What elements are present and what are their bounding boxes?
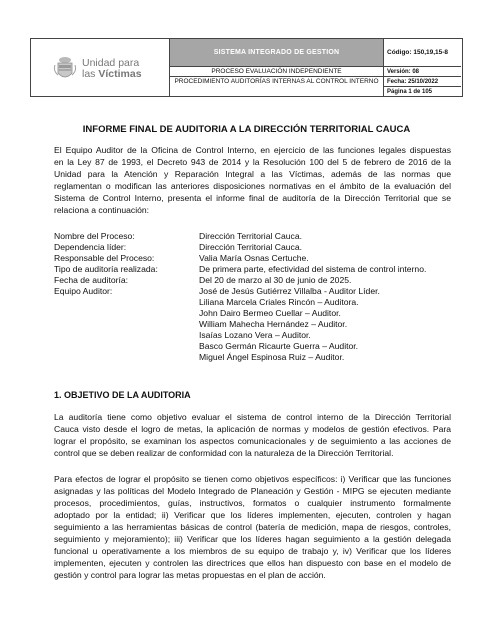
intro-line: relaciona a continuación: <box>54 205 150 215</box>
info-row <box>54 275 474 286</box>
info-value: Isaías Lozano Vera – Auditor. <box>199 330 311 340</box>
logo-line-2-bold: Víctimas <box>98 68 142 80</box>
info-value: John Dairo Bermeo Cuellar – Auditor. <box>199 308 341 318</box>
info-value: Miguel Ángel Espinosa Ruiz – Auditor. <box>199 352 345 362</box>
objective-paragraph <box>54 411 451 459</box>
logo-line-2-regular: las <box>82 68 99 80</box>
logo-line-1: Unidad para <box>82 57 140 69</box>
info-value: Del 20 de marzo al 30 de junio de 2025. <box>199 275 352 285</box>
specific-objectives-paragraph <box>54 473 451 581</box>
info-value: De primera parte, efectividad del sistema de control interno. <box>199 264 427 274</box>
info-value: Liliana Marcela Criales Rincón – Auditora. <box>199 297 359 307</box>
intro-line: reglamentan o modifican las anteriores disposiciones normativas en el ámbito de la evaluación del <box>54 181 451 191</box>
specific-line: asignadas y las políticas del Modelo Integrado de Planeación y Gestión - MIPG se ejecuten mediante <box>54 486 451 496</box>
info-label: Nombre del Proceso: <box>54 231 135 241</box>
info-row <box>54 341 474 352</box>
info-value: William Mahecha Hernández – Auditor. <box>199 319 348 329</box>
info-value: Dirección Territorial Cauca. <box>199 231 303 241</box>
info-row <box>54 297 474 308</box>
info-row <box>54 352 474 363</box>
section-heading-objective: 1. OBJETIVO DE LA AUDITORIA <box>54 390 191 400</box>
info-row <box>54 253 474 264</box>
specific-line: gestión y control para lograr las metas propuestas en el plan de acción. <box>54 570 326 580</box>
unidad-victimas-logo <box>53 55 142 83</box>
specific-line: implementen, ejecuten y controlen las directrices que ellos han dispuesto con base en el modelo de <box>54 558 451 568</box>
intro-line: Unidad para la Atención y Reparación Integral a las Víctimas, además de las normas que <box>54 169 451 179</box>
header-meta-block <box>383 39 462 96</box>
report-title: INFORME FINAL DE AUDITORIA A LA DIRECCIÓN TERRITORIAL CAUCA <box>82 124 411 135</box>
objective-line: La auditoría tiene como objetivo evaluar el sistema de control interno de la Dirección Territorial <box>54 412 451 422</box>
coat-of-arms-icon <box>53 55 77 83</box>
info-label: Responsable del Proceso: <box>54 253 155 263</box>
info-label: Equipo Auditor: <box>54 286 113 296</box>
objective-line: lograr el propósito, se examinan los aspectos comunicacionales y de seguimiento a las acciones de <box>54 436 451 446</box>
document-code: Código: 150,19,15-8 <box>384 39 461 67</box>
info-row <box>54 330 474 341</box>
specific-line: Para efectos de lograr el propósito se tienen como objetivos específicos: i) Verificar que las funciones <box>54 474 451 484</box>
header-center-block <box>170 39 383 96</box>
intro-line: El Equipo Auditor de la Oficina de Control Interno, en ejercicio de las funciones legales dispuestas <box>54 145 451 155</box>
logo-wordmark <box>82 58 142 80</box>
audit-info-list <box>54 231 474 363</box>
intro-paragraph <box>54 144 451 216</box>
document-version: Versión: 08 <box>384 67 461 77</box>
info-value: Valia María Osnas Certuche. <box>199 253 309 263</box>
system-title: SISTEMA INTEGRADO DE GESTION <box>170 39 383 67</box>
specific-line: seguimiento a las herramientas básicas de control (batería de medición, mapa de riesgos, controles, <box>54 522 451 532</box>
info-value: Dirección Territorial Cauca. <box>199 242 303 252</box>
specific-line: seguimiento y mejoramiento); iii) Verificar que los líderes hagan seguimiento a la gestión delegada <box>54 534 451 544</box>
info-row <box>54 264 474 275</box>
info-row <box>54 286 474 297</box>
logo-line-2 <box>82 69 142 80</box>
intro-line: Sistema de Control Interno, presenta el informe final de auditoría de la Dirección Territorial que se <box>54 193 451 203</box>
info-row <box>54 308 474 319</box>
intro-line: en la Ley 87 de 1993, el Decreto 943 de 2014 y la Resolución 100 del 5 de febrero de 2016 de la <box>54 157 451 167</box>
page-counter: Página 1 de 105 <box>387 88 433 95</box>
info-label: Tipo de auditoría realizada: <box>54 264 158 274</box>
objective-line: Cauca visto desde el logro de metas, la aplicación de normas y modelos de gestión efectivos. Para <box>54 424 451 434</box>
info-row <box>54 319 474 330</box>
info-value: José de Jesús Gutiérrez Villalba - Auditor Líder. <box>199 286 380 296</box>
info-label: Fecha de auditoría: <box>54 275 129 285</box>
info-value: Basco Germán Ricaurte Guerra – Auditor. <box>199 341 359 351</box>
specific-line: adoptado por la entidad; ii) Verificar que los líderes implementen, ejecuten, controlen y hagan <box>54 510 451 520</box>
info-row <box>54 242 474 253</box>
document-date: Fecha: 25/10/2022 <box>384 77 461 87</box>
logo-cell <box>31 39 170 96</box>
process-name: PROCESO EVALUACIÓN INDEPENDIENTE <box>170 67 383 77</box>
info-row <box>54 231 474 242</box>
objective-line: control que se deben realizar de conformidad con la naturaleza de la Dirección Territorial. <box>54 448 394 458</box>
specific-line: procesos, procedimientos, guías, instructivos, formatos o cualquier instrumento formalmente <box>54 498 451 508</box>
procedure-name: PROCEDIMIENTO AUDITORÍAS INTERNAS AL CONTROL INTERNO <box>174 78 379 85</box>
info-label: Dependencia líder: <box>54 242 127 252</box>
specific-line: funcional u operativamente a los miembros de su equipo de trabajo y, iv) Verificar que los líderes <box>54 546 451 556</box>
document-header-table <box>30 38 463 97</box>
